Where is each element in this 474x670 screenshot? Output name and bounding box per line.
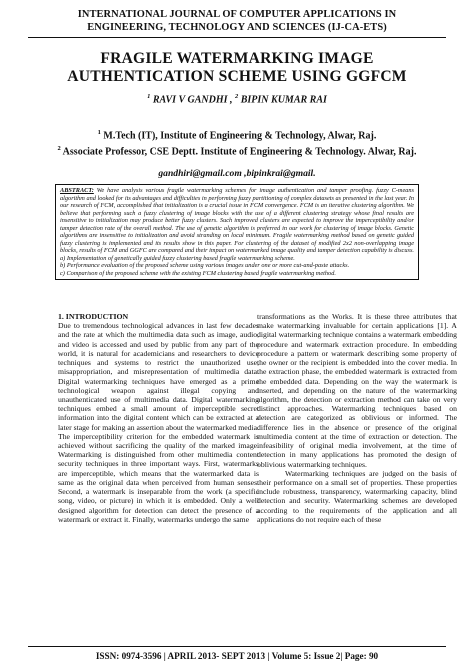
affiliation-2 — [28, 143, 446, 159]
intro-paragraph-2: transformations as the Works. It is these three attributes that make watermarking invaluable for certain applications [1]. A digital watermarking technique contains a watermark embedding procedure and watermark extraction procedure. In embedding procedure a pattern or watermark describing some property of the owner or the recipient is embedded into the cover media. In the extraction phase, the embedded watermark is extracted from the embedded data. Depending on the way the watermark is inserted, and depending on the nature of the watermarking algorithm, the detection or extraction method can take on very distinct approaches. Watermarking techniques based on detection are categorized as oblivious or informed. The difference lies in the absence or presence of the original multimedia content at the time of extraction or detection. The infeasibility of original media involvement, at the time of detection in many applications has promoted the design of oblivious watermarking techniques. — [257, 312, 457, 469]
affiliation-1-marker: 1 — [97, 129, 101, 136]
abstract-paragraph — [60, 187, 414, 255]
abstract-item-a: a) Implementation of genetically guided fuzzy clustering based fragile watermarking scheme. — [60, 254, 295, 262]
abstract-item-c: c) Comparison of the proposed scheme with the existing FCM clustering based fragile watermarking method. — [60, 270, 336, 278]
affiliation-1 — [28, 127, 446, 143]
right-column — [257, 312, 457, 524]
abstract-body: We have analysis various fragile watermarking schemes for image authentication and tamper proofing. fuzzy C-means algorithm and looked for its advantages and difficulties in performing fuzzy partitioning of complex datasets as presented in the last year. In our research of FCM, accomplished that initialization is a crucial issue in FCM convergence. FCM is an iterative clustering algorithm. We believe that performing such a fuzzy clustering of image blocks with the use of a different clustering strategy whose final results are insensitive to initialization may produce better fuzzy clusters. Such improved clusters are expected to improve the imperceptibility and/or tamper detection rate of the overall method. The use of genetic algorithm is preferred in our work for clustering of image blocks. Genetic algorithms are insensitive to initialization and avoid stranding on local minimum. Fragile watermarking method based on genetic guided fuzzy clustering is implemented and its results show in this paper. For clustering of the dataset of modified 2x2 non-overlapping image blocks, results of FCM and GGFC are compared and their impact on watermarked image quality and tamper detection capability is discuss. — [60, 187, 414, 255]
header-divider — [28, 37, 446, 38]
page-footer: ISSN: 0974-3596 | APRIL 2013- SEPT 2013 | Volume 5: Issue 2| Page: 90 — [95, 651, 379, 661]
author-2-marker: 2 — [235, 93, 239, 100]
author-list — [28, 93, 446, 105]
title-line-2: AUTHENTICATION SCHEME USING GGFCM — [67, 67, 407, 85]
affiliation-list — [28, 127, 446, 158]
abstract-item-b: b) Performance evaluation of the proposed scheme using various images under one or more cut-and-paste attacks. — [60, 262, 350, 270]
journal-name-line-1: INTERNATIONAL JOURNAL OF COMPUTER APPLICATIONS IN — [77, 9, 397, 20]
author-emails: gandhiri@gmail.com ,bipinkrai@gmail. — [158, 168, 316, 179]
paper-title — [28, 50, 446, 85]
journal-name-line-2: ENGINEERING, TECHNOLOGY AND SCIENCES (IJ-CA-ETS) — [87, 22, 387, 33]
footer-divider — [28, 646, 446, 647]
intro-paragraph-3: Watermarking techniques are judged on the basis of their performance on a small set of properties. These properties include robustness, transparency, watermarking capacity, blind detection and security. Watermarking schemes are developed according to the requirements of the application and all applications do not require each of these — [257, 468, 457, 524]
author-1-name: RAVI V GANDHI , — [150, 94, 235, 106]
affiliation-2-marker: 2 — [57, 144, 61, 152]
section-heading-introduction: 1. INTRODUCTION — [58, 312, 129, 321]
abstract-box — [55, 184, 419, 280]
intro-paragraph-1: Due to tremendous technological advances in last few decades and the rate at which the multimedia data such as image, audio, and video is accessed and used by public from any part of the world, it is natural for academicians and researchers to device techniques and systems to restrict the unauthorized use, misappropriation, and misrepresentation of multimedia data. Digital watermarking techniques have emerged as a prime technological weapon against illegal copying and unauthenticated use of multimedia data. Digital watermarking techniques embed a small amount of imperceptible secret information into the digital content which can be extracted at a later stage for making an assertion about the watermarked media. The imperceptibility criterion for the embedded watermark is achieved without sacrificing the quality of the marked image. Watermarking is distinguished from other multimedia content security techniques in three important ways. First, watermarks are imperceptible, which means that the watermarked data is same as the original data when perceived from human senses. Second, a watermark is inseparable from the work (a specific song, video, or picture) in which it is embedded. Only a well designed algorithm for detection can detect the presence of a watermark or extract it. Finally, watermarks undergo the same — [58, 321, 259, 524]
affiliation-2-text: Associate Professor, CSE Deptt. Institute of Engineering & Technology. Alwar, Raj. — [60, 145, 417, 157]
title-line-1: FRAGILE WATERMARKING IMAGE — [100, 50, 374, 67]
affiliation-1-text: M.Tech (IT), Institute of Engineering & Technology, Alwar, Raj. — [100, 130, 377, 142]
journal-header — [28, 8, 446, 34]
left-column — [58, 312, 259, 524]
author-1-marker: 1 — [147, 93, 151, 100]
author-2-name: BIPIN KUMAR RAI — [238, 94, 327, 106]
abstract-label: ABSTRACT: — [60, 187, 94, 194]
